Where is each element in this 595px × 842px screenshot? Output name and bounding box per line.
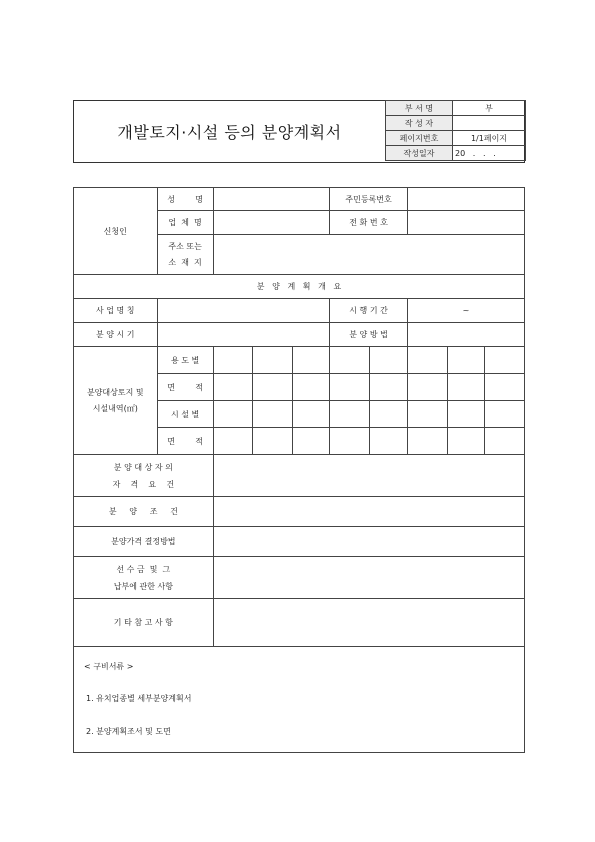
address-label-line2: 소 재 지 (168, 257, 202, 267)
grid-cell[interactable] (447, 374, 485, 401)
document-title: 개발토지·시설 등의 분양계획서 (117, 123, 342, 142)
grid-cell[interactable] (485, 428, 525, 455)
grid-cell[interactable] (447, 428, 485, 455)
facility-label: 시 설 별 (157, 401, 213, 428)
phone-field[interactable] (407, 211, 524, 235)
advance-label-line1: 선 수 금 및 그 (116, 564, 171, 574)
period-label: 시 행 기 간 (330, 299, 408, 323)
grid-cell[interactable] (407, 428, 447, 455)
advance-label (74, 557, 214, 599)
required-documents (74, 647, 525, 753)
grid-cell[interactable] (369, 374, 407, 401)
address-label-line1: 주소 또는 (168, 241, 202, 251)
grid-cell[interactable] (253, 428, 292, 455)
grid-cell[interactable] (485, 347, 525, 374)
grid-cell[interactable] (369, 347, 407, 374)
grid-cell[interactable] (369, 428, 407, 455)
other-label: 기 타 참 고 사 항 (74, 599, 214, 647)
advance-label-line2: 납부에 관한 사항 (113, 581, 173, 591)
address-label (157, 235, 213, 275)
conditions-field[interactable] (213, 497, 524, 527)
name-label: 성 명 (157, 188, 213, 211)
department-label: 부 서 명 (386, 101, 453, 116)
sale-method-label: 분 양 방 법 (330, 323, 408, 347)
grid-cell[interactable] (369, 401, 407, 428)
doc-item-1: 1. 유치업종별 세부분양계획서 (86, 694, 192, 703)
page-number-label: 페이지번호 (386, 131, 453, 146)
eligibility-label-line1: 분 양 대 상 자 의 (113, 462, 173, 472)
overview-title: 분 양 계 획 개 요 (74, 275, 525, 299)
target-label-line2: 시설내역(㎡) (92, 403, 138, 413)
header-meta-table (385, 100, 526, 161)
grid-cell[interactable] (213, 401, 252, 428)
grid-cell[interactable] (213, 428, 252, 455)
applicant-label: 신청인 (74, 188, 158, 275)
grid-cell[interactable] (407, 374, 447, 401)
use-label: 용 도 별 (157, 347, 213, 374)
grid-cell[interactable] (485, 374, 525, 401)
sale-time-label: 분 양 시 기 (74, 323, 158, 347)
grid-cell[interactable] (447, 401, 485, 428)
target-label-line1: 분양대상토지 및 (86, 387, 144, 397)
grid-cell[interactable] (292, 428, 330, 455)
price-label: 분양가격 결정방법 (74, 527, 214, 557)
department-value[interactable]: 부 (453, 101, 526, 116)
facility-area-label: 면 적 (157, 428, 213, 455)
reg-no-field[interactable] (407, 188, 524, 211)
grid-cell[interactable] (330, 347, 370, 374)
page-number-value: 1/1페이지 (453, 131, 526, 146)
author-value[interactable] (453, 116, 526, 131)
sale-method-field[interactable] (407, 323, 524, 347)
company-label: 업 체 명 (157, 211, 213, 235)
grid-cell[interactable] (485, 401, 525, 428)
doc-item-2: 2. 분양계획조서 및 도면 (86, 727, 171, 736)
reg-no-label: 주민등록번호 (330, 188, 408, 211)
date-label: 작성일자 (386, 146, 453, 161)
date-value[interactable]: 20 . . . (453, 146, 526, 161)
advance-field[interactable] (213, 557, 524, 599)
sale-plan-form (73, 187, 525, 753)
grid-cell[interactable] (330, 374, 370, 401)
grid-cell[interactable] (447, 347, 485, 374)
target-label (74, 347, 158, 455)
phone-label: 전 화 번 호 (330, 211, 408, 235)
grid-cell[interactable] (292, 347, 330, 374)
eligibility-label (74, 455, 214, 497)
conditions-label: 분 양 조 건 (74, 497, 214, 527)
price-field[interactable] (213, 527, 524, 557)
grid-cell[interactable] (407, 401, 447, 428)
docs-title: < 구비서류 > (84, 662, 134, 671)
period-field[interactable]: ~ (407, 299, 524, 323)
grid-cell[interactable] (213, 374, 252, 401)
author-label: 작 성 자 (386, 116, 453, 131)
grid-cell[interactable] (253, 401, 292, 428)
document-header (73, 100, 525, 163)
grid-cell[interactable] (253, 347, 292, 374)
business-name-field[interactable] (157, 299, 330, 323)
other-field[interactable] (213, 599, 524, 647)
grid-cell[interactable] (330, 401, 370, 428)
grid-cell[interactable] (330, 428, 370, 455)
grid-cell[interactable] (292, 401, 330, 428)
grid-cell[interactable] (292, 374, 330, 401)
grid-cell[interactable] (253, 374, 292, 401)
company-field[interactable] (213, 211, 329, 235)
grid-cell[interactable] (213, 347, 252, 374)
eligibility-label-line2: 자 격 요 건 (112, 479, 175, 489)
business-name-label: 사 업 명 칭 (74, 299, 158, 323)
sale-time-field[interactable] (157, 323, 330, 347)
grid-cell[interactable] (407, 347, 447, 374)
eligibility-field[interactable] (213, 455, 524, 497)
address-field[interactable] (213, 235, 524, 275)
name-field[interactable] (213, 188, 329, 211)
area-label: 면 적 (157, 374, 213, 401)
